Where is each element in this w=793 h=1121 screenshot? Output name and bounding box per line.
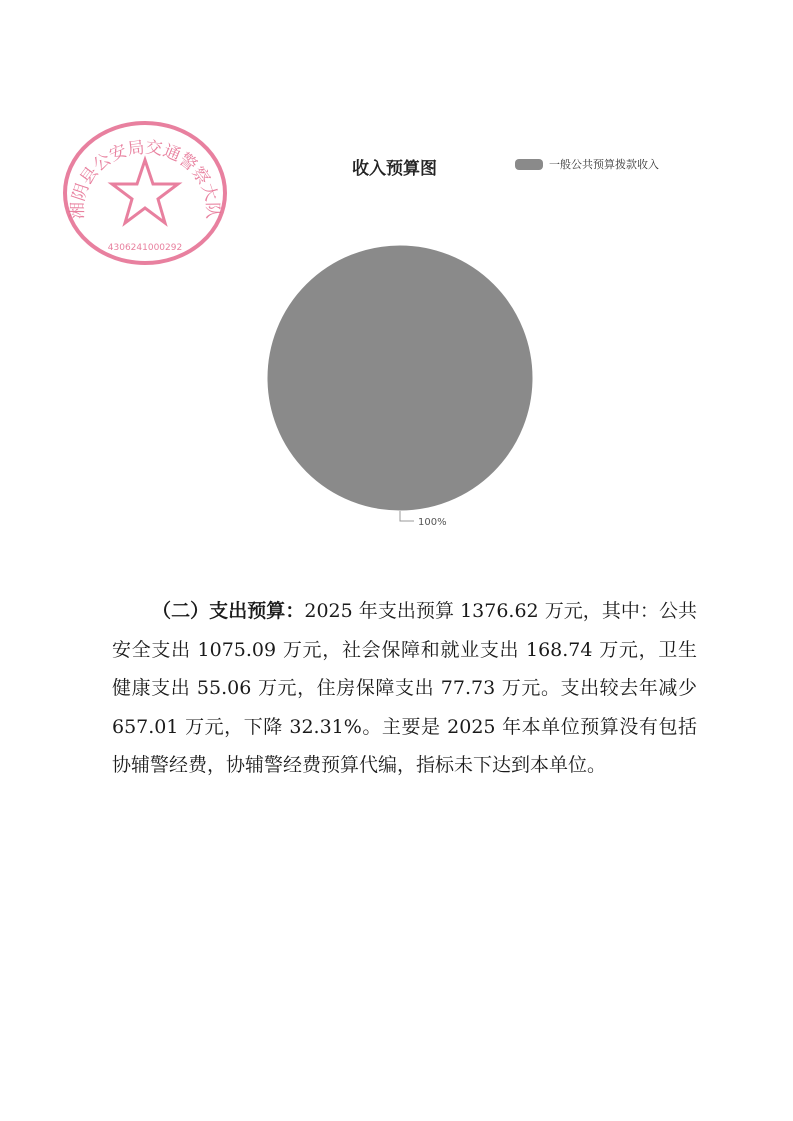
legend-swatch: [515, 159, 543, 170]
income-budget-pie-chart: [240, 230, 560, 530]
chart-title: 收入预算图: [352, 159, 437, 179]
seal-star-icon: [112, 160, 178, 223]
svg-text:4306241000292: 4306241000292: [107, 243, 183, 253]
pie-data-label: 100%: [418, 517, 447, 528]
pie-leader-line: [400, 511, 414, 521]
expenditure-budget-paragraph: [112, 592, 697, 785]
section-body: 2025 年支出预算 1376.62 万元，其中：公共安全支出 1075.09 万元，社会保障和就业支出 168.74 万元，卫生健康支出 55.06 万元，住房保障支出 77.73 万元。支出较去年减少 657.01 万元，下降 32.31%。主要是 2025 年本单位预算没有包括协辅警经费，协辅警经费预算代编，指标未下达到本单位。: [112, 600, 697, 776]
legend-label: 一般公共预算拨款收入: [549, 158, 659, 171]
official-seal: [60, 118, 230, 268]
svg-text:湘阴县公安局交通警察大队: 湘阴县公安局交通警察大队: [67, 137, 223, 220]
section-heading: （二）支出预算：: [152, 600, 305, 622]
pie-slice: [267, 245, 533, 511]
chart-legend: [515, 156, 659, 172]
